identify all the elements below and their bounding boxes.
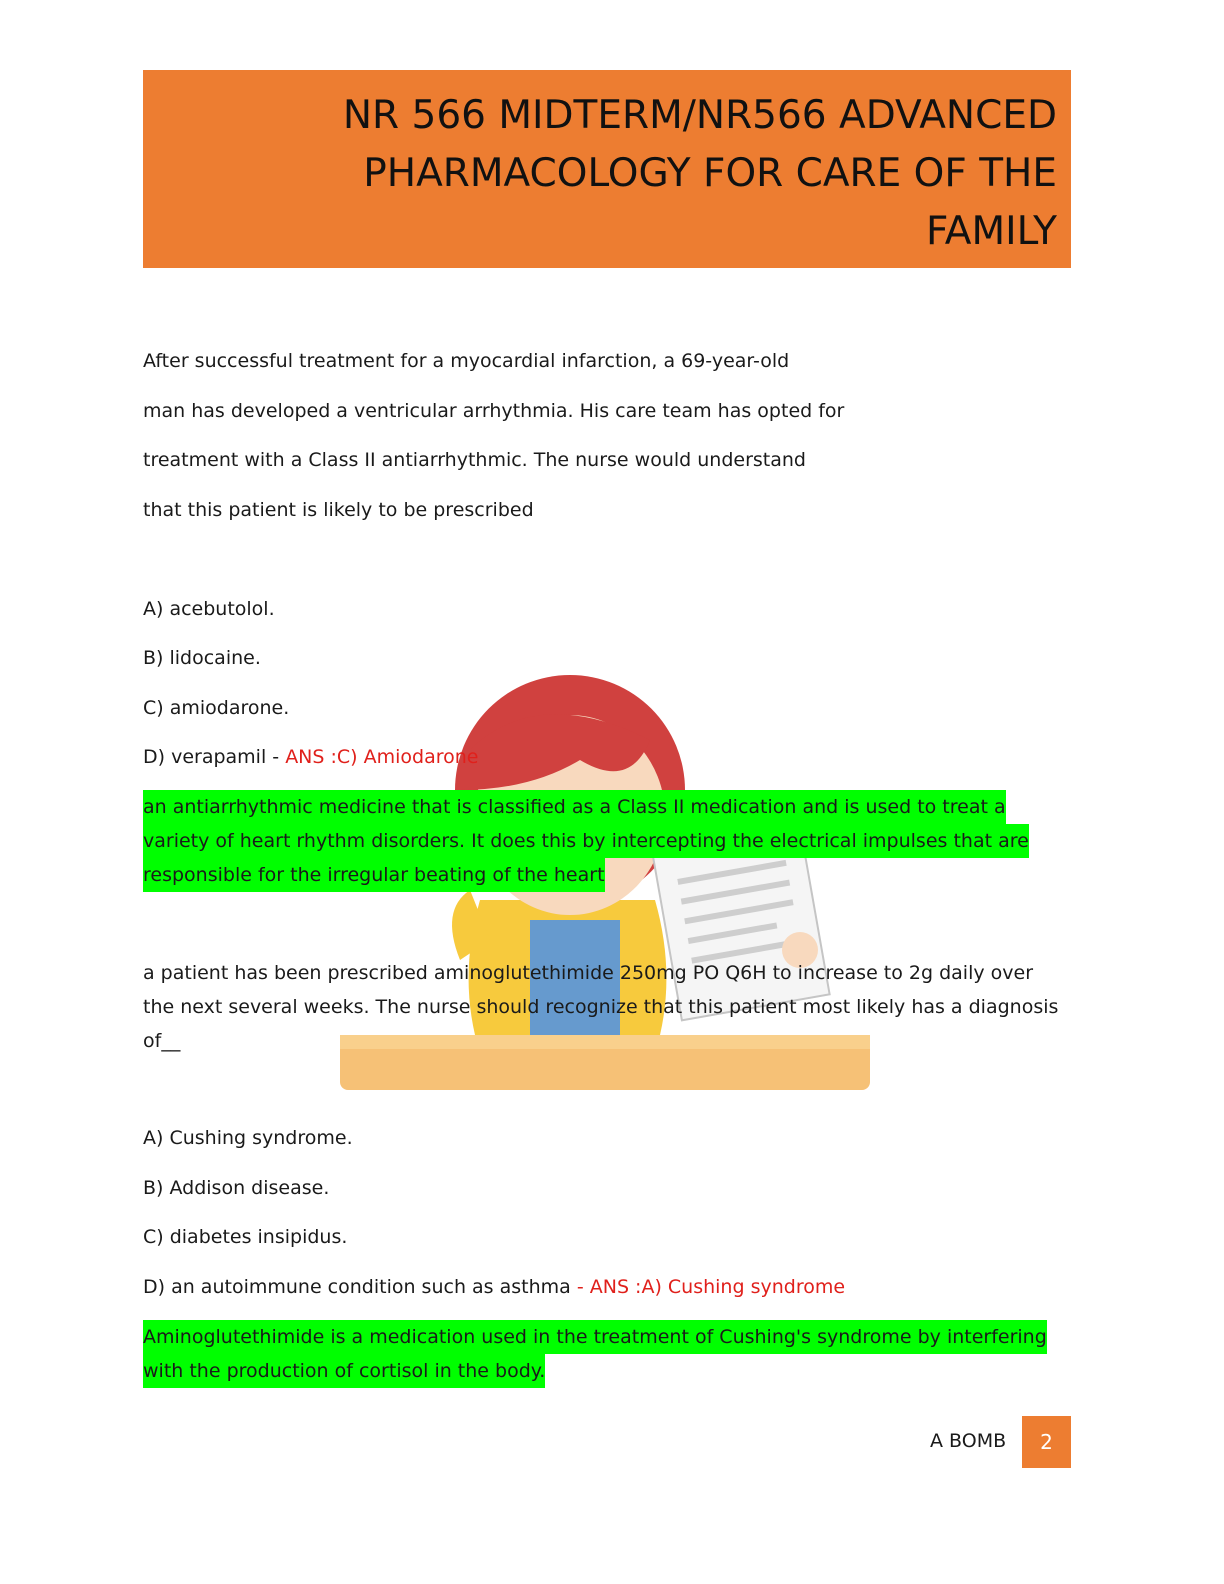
q2-answer: - ANS :A) Cushing syndrome bbox=[576, 1276, 846, 1298]
q2-explanation-line-2: with the production of cortisol in the body. bbox=[143, 1354, 545, 1388]
q1-option-c: C) amiodarone. bbox=[143, 697, 290, 719]
q1-explanation bbox=[143, 790, 1029, 892]
q2-option-d bbox=[143, 1276, 1071, 1298]
title-line-1: NR 566 MIDTERM/NR566 ADVANCED bbox=[342, 93, 1057, 138]
q1-stem-line-3: treatment with a Class II antiarrhythmic. The nurse would understand bbox=[143, 449, 806, 471]
q1-explanation-line-2: variety of heart rhythm disorders. It does this by intercepting the electrical impulses that are bbox=[143, 824, 1029, 858]
q1-answer: ANS :C) Amiodarone bbox=[285, 746, 479, 768]
q1-explanation-line-3: responsible for the irregular beating of the heart bbox=[143, 858, 605, 892]
title-banner bbox=[143, 70, 1071, 268]
page-number: 2 bbox=[1022, 1416, 1071, 1468]
q2-stem-line-2: the next several weeks. The nurse should recognize that this patient most likely has a diagnosis bbox=[143, 996, 1059, 1018]
q2-explanation bbox=[143, 1320, 1047, 1388]
q1-option-a: A) acebutolol. bbox=[143, 598, 275, 620]
q1-explanation-line-1: an antiarrhythmic medicine that is classified as a Class II medication and is used to treat a bbox=[143, 790, 1006, 824]
title-line-2: PHARMACOLOGY FOR CARE OF THE bbox=[363, 151, 1057, 196]
footer-label: A BOMB bbox=[930, 1430, 1007, 1452]
q2-option-c: C) diabetes insipidus. bbox=[143, 1226, 348, 1248]
q2-option-d-text: D) an autoimmune condition such as asthma bbox=[143, 1276, 577, 1298]
q1-stem-line-4: that this patient is likely to be prescribed bbox=[143, 499, 534, 521]
q1-stem-line-1: After successful treatment for a myocardial infarction, a 69-year-old bbox=[143, 350, 790, 372]
q2-stem-line-1: a patient has been prescribed aminoglutethimide 250mg PO Q6H to increase to 2g daily over bbox=[143, 962, 1034, 984]
q2-stem bbox=[143, 956, 1058, 1058]
q2-option-a: A) Cushing syndrome. bbox=[143, 1127, 353, 1149]
q2-explanation-line-1: Aminoglutethimide is a medication used in the treatment of Cushing's syndrome by interfering bbox=[143, 1320, 1047, 1354]
q1-stem-line-2: man has developed a ventricular arrhythmia. His care team has opted for bbox=[143, 400, 845, 422]
q1-option-d bbox=[143, 746, 1071, 768]
q2-stem-line-3: of__ bbox=[143, 1030, 181, 1052]
q1-option-b: B) lidocaine. bbox=[143, 647, 261, 669]
q2-option-b: B) Addison disease. bbox=[143, 1177, 330, 1199]
title-line-3: FAMILY bbox=[925, 209, 1057, 254]
q1-option-d-text: D) verapamil - bbox=[143, 746, 286, 768]
